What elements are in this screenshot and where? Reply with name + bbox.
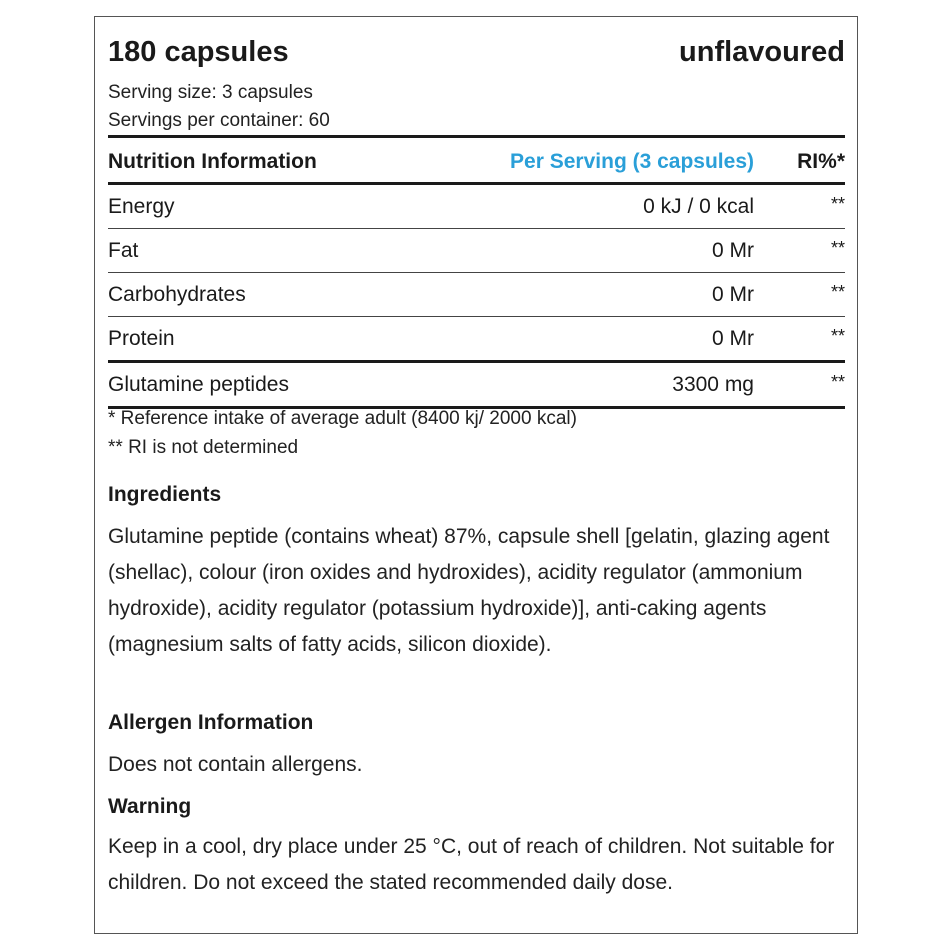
table-row [108, 185, 845, 228]
nutrient-name: Glutamine peptides [108, 373, 289, 396]
footnote-ri-not-determined: ** RI is not determined [108, 437, 299, 458]
product-label-panel [94, 16, 858, 934]
ingredients-text: Glutamine peptide (contains wheat) 87%, capsule shell [gelatin, glazing agent (shellac), colour (iron oxides and hydroxides), acidity regulator (ammonium hydroxide), acidity regulator (potassium hydroxide)], anti-caking agents (magnesium salts of fatty acids, silicon dioxide). [108, 525, 830, 656]
table-row [108, 273, 845, 316]
nutrition-table [108, 135, 845, 409]
column-header-per-serving: Per Serving (3 capsules) [510, 150, 754, 173]
nutrient-name: Energy [108, 195, 175, 218]
nutrient-ri: ** [830, 282, 845, 302]
nutrient-value: 0 Mr [712, 327, 754, 350]
column-header-nutrition: Nutrition Information [108, 150, 317, 173]
table-row [108, 317, 845, 360]
nutrient-name: Fat [108, 239, 139, 262]
allergen-title: Allergen Information [108, 711, 314, 734]
nutrient-ri: ** [830, 372, 845, 392]
table-row [108, 229, 845, 272]
warning-text: Keep in a cool, dry place under 25 °C, out of reach of children. Not suitable for children. Do not exceed the stated recommended daily dose. [108, 835, 835, 894]
serving-info [108, 79, 330, 135]
footnote-reference-intake: * Reference intake of average adult (8400 kj/ 2000 kcal) [108, 408, 577, 429]
ingredients-title: Ingredients [108, 483, 222, 506]
label-content [108, 17, 845, 894]
nutrient-value: 3300 mg [672, 373, 754, 396]
table-header-row [108, 138, 845, 182]
column-header-ri: RI%* [797, 150, 845, 173]
nutrient-name: Carbohydrates [108, 283, 246, 306]
warning-title: Warning [108, 795, 192, 818]
allergen-text: Does not contain allergens. [108, 753, 363, 776]
capsule-quantity: 180 capsules [108, 36, 289, 68]
label-header [108, 17, 845, 87]
nutrient-ri: ** [830, 238, 845, 258]
nutrient-value: 0 kJ / 0 kcal [643, 195, 754, 218]
servings-per-container: Servings per container: 60 [108, 110, 330, 131]
footnotes [108, 404, 577, 462]
nutrient-ri: ** [830, 326, 845, 346]
flavour-label: unflavoured [679, 36, 845, 68]
nutrient-ri: ** [830, 194, 845, 214]
nutrient-name: Protein [108, 327, 175, 350]
table-row [108, 363, 845, 406]
serving-size: Serving size: 3 capsules [108, 82, 313, 103]
nutrient-value: 0 Mr [712, 283, 754, 306]
nutrient-value: 0 Mr [712, 239, 754, 262]
